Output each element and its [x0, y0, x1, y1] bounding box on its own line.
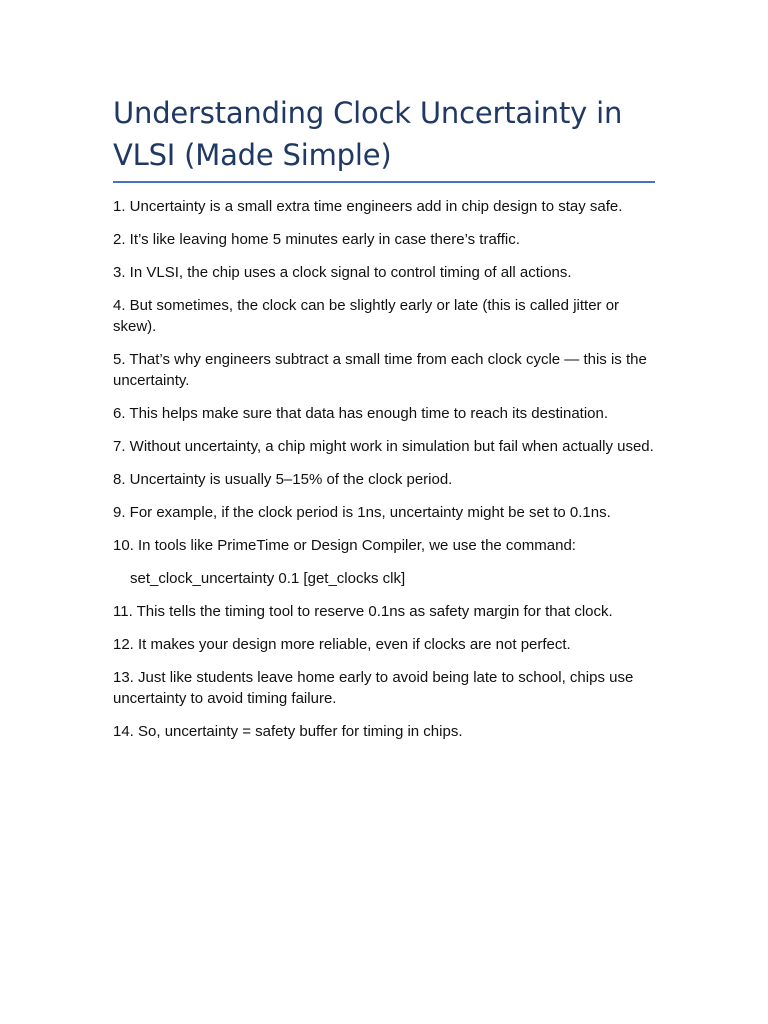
list-item: 6. This helps make sure that data has enough time to reach its destination. [113, 405, 609, 422]
list-item: 8. Uncertainty is usually 5–15% of the clock period. [113, 471, 453, 488]
list-item: 11. This tells the timing tool to reserve 0.1ns as safety margin for that clock. [113, 603, 613, 620]
list-item: 10. In tools like PrimeTime or Design Compiler, we use the command: [113, 537, 576, 554]
document-title: Understanding Clock Uncertainty in VLSI (Made Simple) [113, 92, 655, 183]
list-item: 9. For example, if the clock period is 1ns, uncertainty might be set to 0.1ns. [113, 504, 611, 521]
list-item: 7. Without uncertainty, a chip might work in simulation but fail when actually used. [113, 438, 654, 455]
list-item: 12. It makes your design more reliable, even if clocks are not perfect. [113, 636, 571, 653]
document-page [113, 92, 655, 754]
list-item: 4. But sometimes, the clock can be slightly early or late (this is called jitter or skew). [113, 297, 620, 335]
list-item: 1. Uncertainty is a small extra time engineers add in chip design to stay safe. [113, 198, 623, 215]
list-item: 13. Just like students leave home early to avoid being late to school, chips use uncertainty to avoid timing failure. [113, 669, 634, 707]
list-item: 2. It’s like leaving home 5 minutes early in case there’s traffic. [113, 231, 520, 248]
point-list [113, 196, 655, 742]
command-line: set_clock_uncertainty 0.1 [get_clocks clk] [130, 570, 406, 587]
list-item: 14. So, uncertainty = safety buffer for timing in chips. [113, 723, 463, 740]
list-item: 5. That’s why engineers subtract a small time from each clock cycle — this is the uncertainty. [113, 351, 647, 389]
list-item: 3. In VLSI, the chip uses a clock signal to control timing of all actions. [113, 264, 572, 281]
